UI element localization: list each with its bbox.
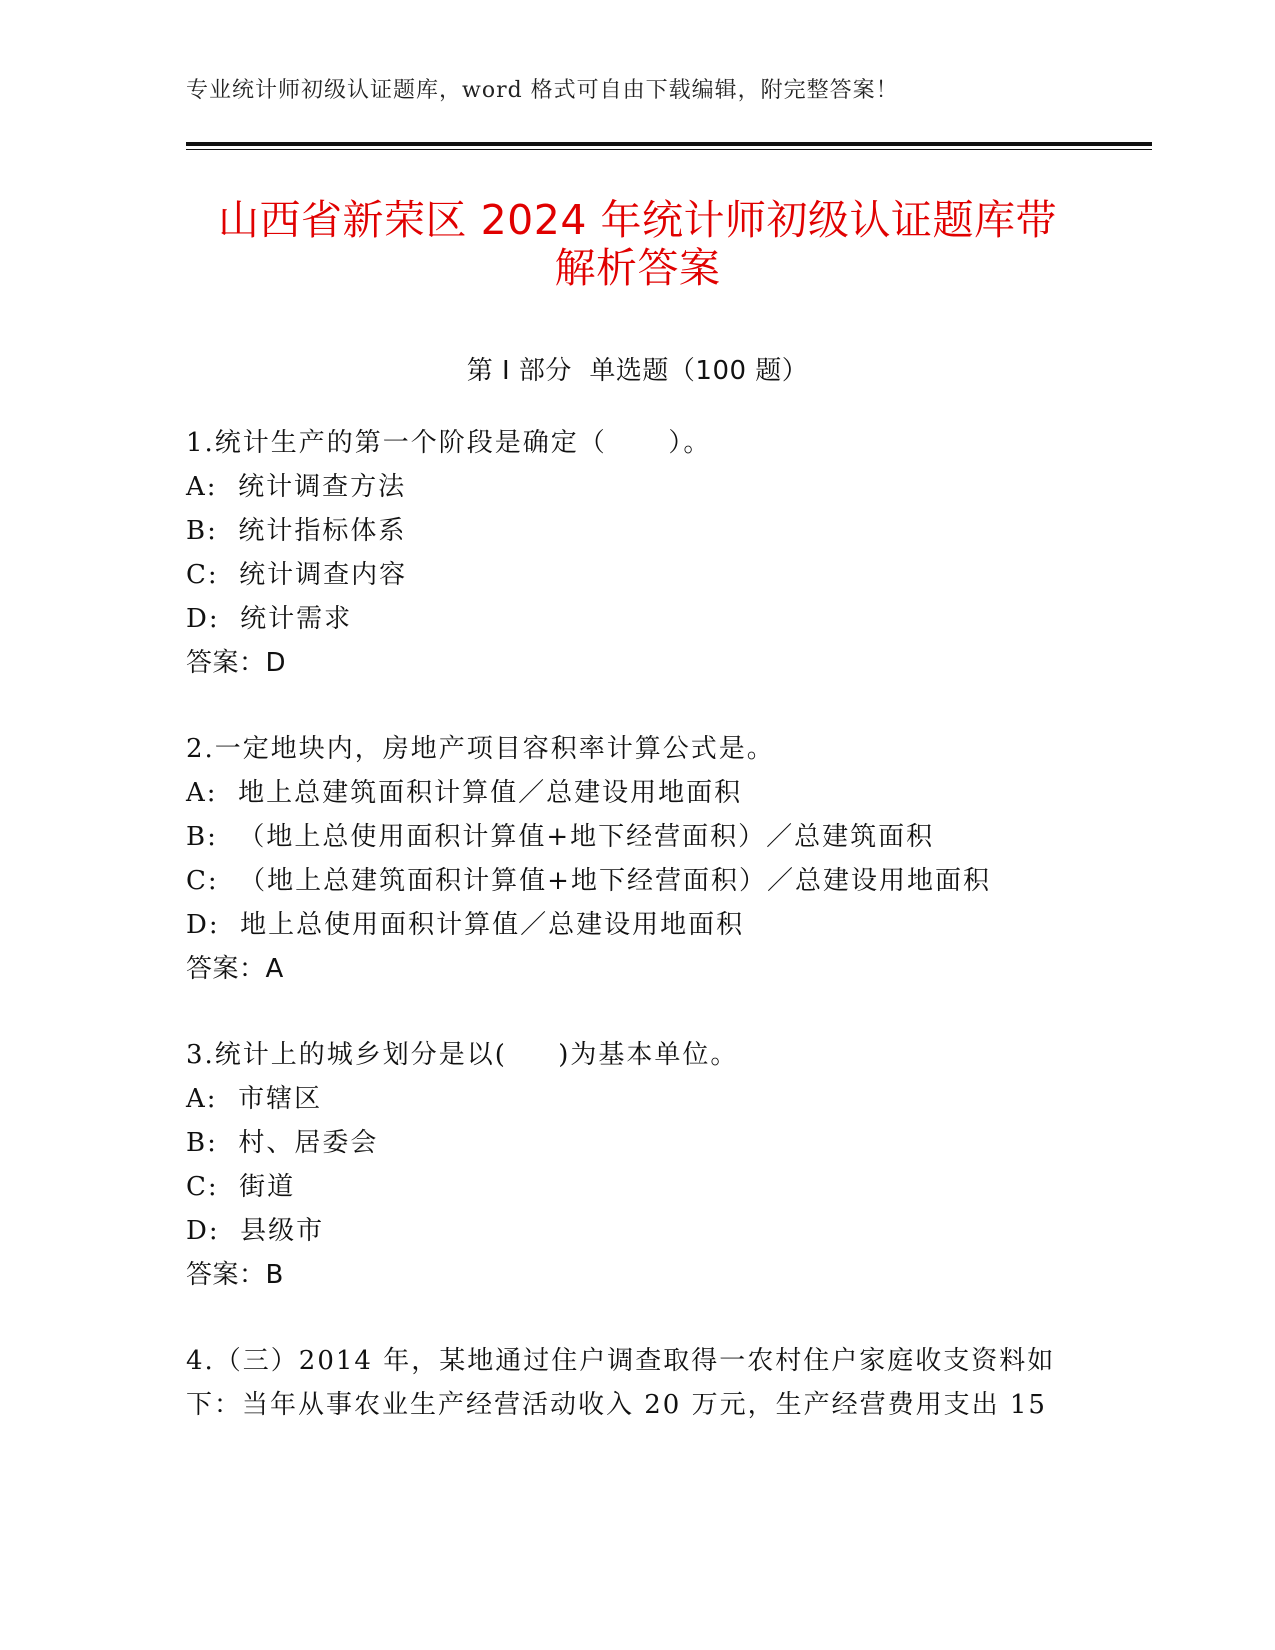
question-1-option-a: A: 统计调查方法	[186, 472, 407, 502]
question-3-option-d: D: 县级市	[186, 1216, 325, 1246]
question-2-answer: 答案：A	[186, 954, 284, 984]
question-3-option-a: A: 市辖区	[186, 1084, 323, 1114]
question-3-option-c: C: 街道	[186, 1172, 296, 1202]
question-2-option-d: D: 地上总使用面积计算值／总建设用地面积	[186, 910, 745, 940]
question-3-answer: 答案：B	[186, 1260, 284, 1290]
header-rule-thin	[186, 149, 1152, 150]
question-3-option-b: B: 村、居委会	[186, 1128, 379, 1158]
question-3-stem: 3.统计上的城乡划分是以( )为基本单位。	[186, 1040, 739, 1070]
question-4-stem-line-2: 下：当年从事农业生产经营活动收入 20 万元，生产经营费用支出 15	[186, 1390, 1047, 1420]
question-1-option-d: D: 统计需求	[186, 604, 353, 634]
question-1-option-b: B: 统计指标体系	[186, 516, 407, 546]
title-line-2: 解析答案	[554, 244, 721, 292]
document-title	[150, 196, 1125, 292]
header-note: 专业统计师初级认证题库，word 格式可自由下载编辑，附完整答案！	[186, 78, 899, 103]
question-1-stem: 1.统计生产的第一个阶段是确定（ ）。	[186, 428, 712, 458]
header-rule-thick	[186, 142, 1152, 146]
question-1-option-c: C: 统计调查内容	[186, 560, 408, 590]
question-2-stem: 2.一定地块内，房地产项目容积率计算公式是。	[186, 734, 775, 764]
title-line-1: 山西省新荣区 2024 年统计师初级认证题库带	[218, 196, 1057, 244]
question-4-stem-line-1: 4.（三）2014 年，某地通过住户调查取得一农村住户家庭收支资料如	[186, 1346, 1056, 1376]
question-2-option-b: B: （地上总使用面积计算值+地下经营面积）／总建筑面积	[186, 822, 935, 852]
question-1-answer: 答案：D	[186, 648, 287, 678]
question-2-option-a: A: 地上总建筑面积计算值／总建设用地面积	[186, 778, 743, 808]
question-2-option-c: C: （地上总建筑面积计算值+地下经营面积）／总建设用地面积	[186, 866, 991, 896]
section-title: 第 I 部分 单选题（100 题）	[466, 356, 809, 386]
